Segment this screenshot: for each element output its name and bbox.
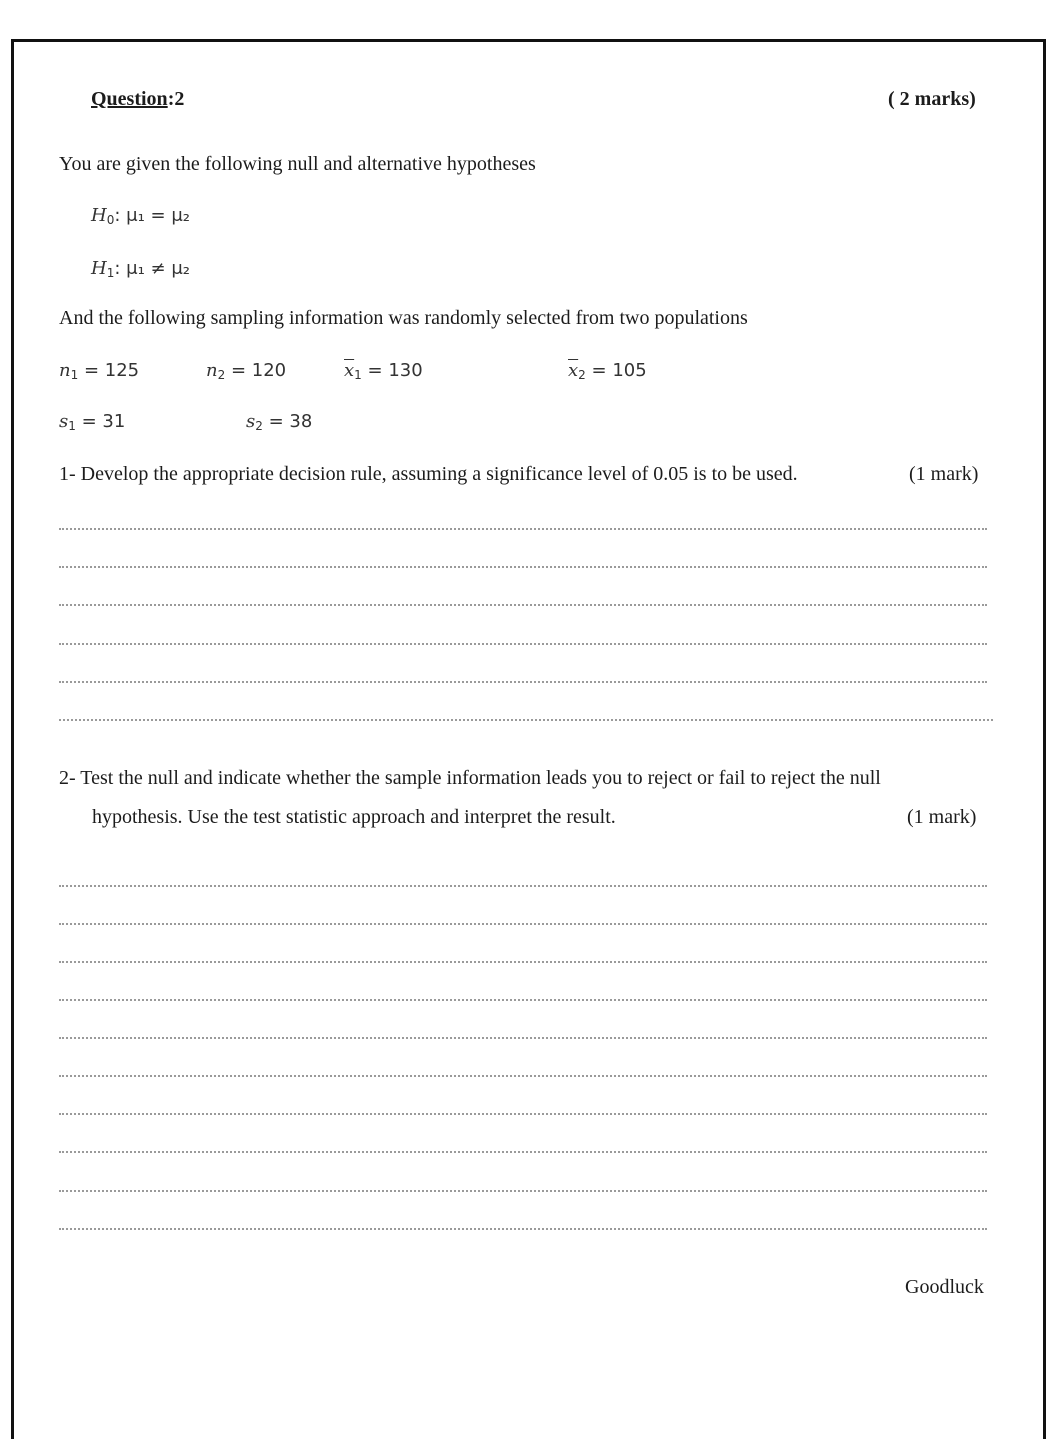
stat-n2: $n_2 = 120$ [206, 360, 287, 382]
stat-s2: $s_2 = 38$ [246, 411, 313, 433]
answer-line-q2[interactable] [59, 885, 987, 887]
alternative-hypothesis: $H_1$: μ₁ ≠ μ₂ [91, 258, 190, 280]
intro-text: You are given the following null and alternative hypotheses [59, 153, 536, 175]
answer-line-q2[interactable] [59, 1037, 987, 1039]
answer-line-q2[interactable] [59, 999, 987, 1001]
answer-line-q1[interactable] [59, 604, 987, 606]
question-2-text-line1: 2- Test the null and indicate whether the sample information leads you to reject or fail to reject the null [59, 767, 881, 789]
answer-line-q2[interactable] [59, 1190, 987, 1192]
question-marks: ( 2 marks) [888, 88, 976, 110]
stat-x2-bar: $\overline{x}_2 = 105$ [568, 360, 647, 382]
question-2-marks: (1 mark) [907, 806, 977, 828]
closing-text: Goodluck [905, 1276, 984, 1298]
question-title [91, 88, 184, 111]
answer-line-q2[interactable] [59, 1151, 987, 1153]
question-1-marks: (1 mark) [909, 463, 979, 485]
answer-line-q1[interactable] [59, 643, 987, 645]
answer-line-q1[interactable] [59, 528, 987, 530]
question-number: :2 [167, 88, 185, 110]
stat-s1: $s_1 = 31$ [59, 411, 126, 433]
answer-line-q2[interactable] [59, 961, 987, 963]
answer-line-q2[interactable] [59, 923, 987, 925]
sampling-intro-text: And the following sampling information was randomly selected from two populations [59, 307, 748, 329]
answer-line-q2[interactable] [59, 1075, 987, 1077]
answer-line-q1[interactable] [59, 681, 987, 683]
answer-line-q1[interactable] [59, 719, 993, 721]
question-label: Question [91, 88, 168, 110]
answer-line-q1[interactable] [59, 566, 987, 568]
answer-line-q2[interactable] [59, 1228, 987, 1230]
question-2-text-line2: hypothesis. Use the test statistic approach and interpret the result. [92, 806, 616, 828]
stat-n1: $n_1 = 125$ [59, 360, 140, 382]
question-1-text: 1- Develop the appropriate decision rule, assuming a significance level of 0.05 is to be used. [59, 463, 798, 485]
stat-x1-bar: $\overline{x}_1 = 130$ [344, 360, 423, 382]
null-hypothesis: $H_0$: μ₁ = μ₂ [91, 205, 190, 227]
answer-line-q2[interactable] [59, 1113, 987, 1115]
